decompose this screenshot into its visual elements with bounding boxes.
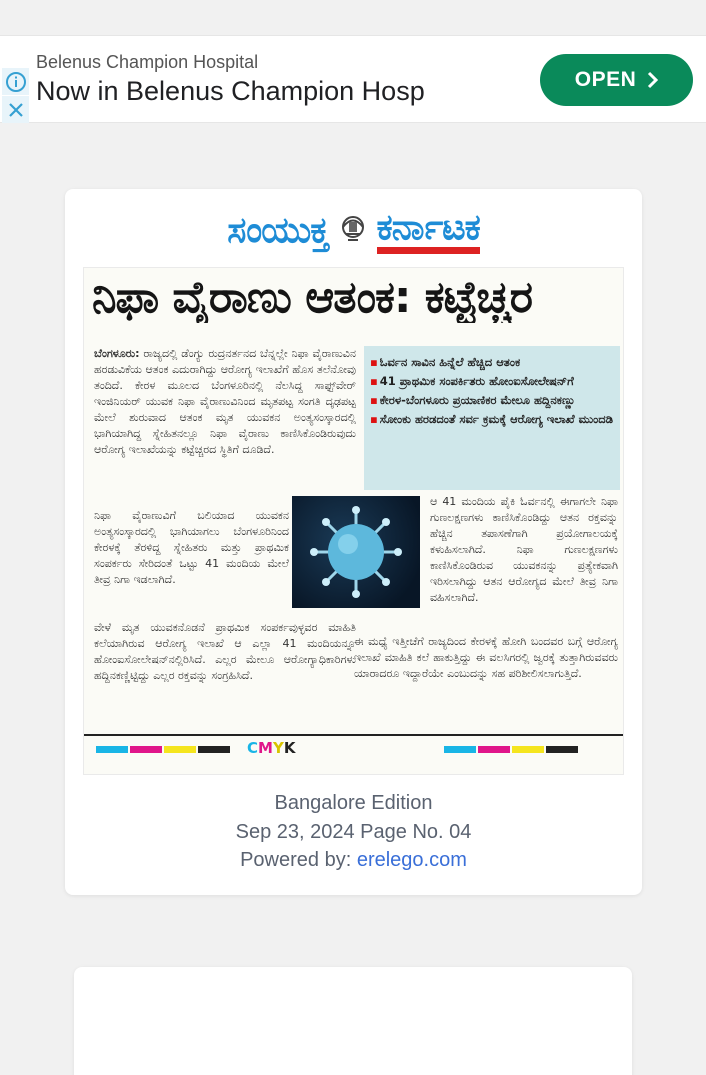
cmyk-strip bbox=[84, 734, 624, 757]
cmyk-bar-black bbox=[198, 746, 230, 753]
cmyk-bar-cyan bbox=[96, 746, 128, 753]
date-page-label: Sep 23, 2024 Page No. 04 bbox=[235, 821, 472, 843]
cmyk-bar-yellow bbox=[164, 746, 196, 753]
article-text-1: ರಾಜ್ಯದಲ್ಲಿ ಡೆಂಗ್ಯು ರುದ್ರನರ್ತನದ ಬೆನ್ನಲ್ಲೇ ನಿಫಾ ವೈರಾಣುವಿನ ಹರಡುವಿಕೆಯ ಆತಂಕ ಎದುರಾಗಿದ್ದು ಆರೋಗ್ಯ ಇಲಾಖೆಗೆ ಹೊಸ ತಲೆನೋವು ತಂದಿದೆ. ಕೇರಳ ಮೂಲದ ಬೆಂಗಳೂರಿನಲ್ಲಿ ನೆಲಸಿದ್ದ ಸಾಫ್ಟ್‌ವೇರ್ ಇಂಜಿನಿಯರ್ ಯುವಕ ನಿಫಾ ವೈರಾಣುವಿನಿಂದ ಮೃತಪಟ್ಟ ಸಂಗತಿ ದೃಢಪಟ್ಟ ಮೇಲೆ ಶುರುವಾದ ಆತಂಕ ಮೃತ ಯುವಕನ ಅಂತ್ಯಸಂಸ್ಕಾರದಲ್ಲಿ ಭಾಗಿಯಾಗಿದ್ದ ಸ್ನೇಹಿತನಲ್ಲೂ ನಿಫಾ ವೈರಾಣು ಕಾಣಿಸಿಕೊಂಡಿರುವುದು ಆರೋಗ್ಯ ಇಲಾಖೆಯನ್ನು ಕಟ್ಟೆಚ್ಚರದ ಸ್ಥಿತಿಗೆ ದೂಡಿದೆ. bbox=[94, 347, 356, 456]
next-card bbox=[74, 967, 632, 1075]
highlight-item: ▪ ಕೇರಳ-ಬೆಂಗಳೂರು ಪ್ರಯಾಣಿಕರ ಮೇಲೂ ಹದ್ದಿನಕಣ್ಣು bbox=[370, 392, 614, 409]
emblem-icon bbox=[333, 211, 373, 251]
dateline: ಬೆಂಗಳೂರು: bbox=[94, 347, 140, 360]
powered-by bbox=[65, 849, 642, 872]
masthead-right: ಕರ್ನಾಟಕ bbox=[377, 209, 480, 254]
highlight-item: ▪ 41 ಪ್ರಾಥಮಿಕ ಸಂಪರ್ಕಿತರು ಹೋಂಐಸೋಲೇಷನ್‌ಗೆ bbox=[370, 373, 614, 390]
article-column-3: ಆ 41 ಮಂದಿಯ ಪೈಕಿ ಓರ್ವನಲ್ಲಿ ಈಗಾಗಲೇ ನಿಫಾ ಗುಣಲಕ್ಷಣಗಳು ಕಾಣಿಸಿಕೊಂಡಿದ್ದು ಆತನ ರಕ್ತವನ್ನು ಹೆಚ್ಚಿನ ತಪಾಸಣೆಗಾಗಿ ಪ್ರಯೋಗಾಲಯಕ್ಕೆ ಕಳುಹಿಸಲಾಗಿದೆ. ನಿಫಾ ಗುಣಲಕ್ಷಣಗಳು ಕಾಣಿಸಿಕೊಂಡಿರುವ ಯುವಕನನ್ನು ಪ್ರತ್ಯೇಕವಾಗಿ ಇರಿಸಲಾಗಿದ್ದು ಆತನ ಆರೋಗ್ಯದ ಮೇಲೆ ತೀವ್ರ ನಿಗಾ ವಹಿಸಲಾಗಿದೆ. bbox=[430, 495, 618, 604]
epaper-card bbox=[65, 189, 642, 895]
highlights-box bbox=[364, 346, 620, 490]
article-headline: ನಿಫಾ ವೈರಾಣು ಆತಂಕ: ಕಟ್ಟೆಚ್ಚರ bbox=[92, 272, 533, 323]
open-button[interactable] bbox=[540, 54, 693, 106]
cmyk-bar-magenta bbox=[130, 746, 162, 753]
cmyk-bar-black bbox=[546, 746, 578, 753]
open-button-label: OPEN bbox=[574, 68, 637, 91]
article-column-5: ಈ ಮಧ್ಯೆ ಇತ್ತೀಚೆಗೆ ರಾಜ್ಯದಿಂದ ಕೇರಳಕ್ಕೆ ಹೋಗಿ ಬಂದವರ ಬಗ್ಗೆ ಆರೋಗ್ಯ ಇಲಾಖೆ ಮಾಹಿತಿ ಕಲೆ ಹಾಕುತ್ತಿದ್ದು ಈ ವಲಸಿಗರಲ್ಲಿ ಜ್ವರಕ್ಕೆ ತುತ್ತಾಗಿರುವವರು ಯಾರಾದರೂ ಇದ್ದಾರೆಯೇ ಎಂಬುದನ್ನು ಸಹ ಪರಿಶೀಲಿಸಲಾಗುತ್ತಿದೆ. bbox=[354, 635, 618, 680]
edition-label: Bangalore Edition bbox=[274, 792, 433, 814]
article-column-1 bbox=[94, 346, 356, 504]
highlight-item: ▪ ಸೋಂಕು ಹರಡದಂತೆ ಸರ್ವ ಕ್ರಮಕ್ಕೆ ಆರೋಗ್ಯ ಇಲಾಖೆ ಮುಂದಡಿ bbox=[370, 411, 614, 428]
masthead-left: ಸಂಯುಕ್ತ bbox=[227, 210, 329, 251]
info-icon[interactable] bbox=[2, 68, 29, 95]
close-icon[interactable] bbox=[2, 96, 29, 123]
ad-headline[interactable]: Now in Belenus Champion Hosp bbox=[36, 76, 425, 106]
powered-by-link[interactable]: erelego.com bbox=[356, 849, 467, 871]
newspaper-masthead bbox=[65, 207, 642, 255]
article-column-4: ವೇಳೆ ಮೃತ ಯುವಕನೊಡನೆ ಪ್ರಾಥಮಿಕ ಸಂಪರ್ಕವುಳ್ಳವರ ಮಾಹಿತಿ ಕಲೆಯಾಗಿರುವ ಆರೋಗ್ಯ ಇಲಾಖೆ ಆ ಎಲ್ಲಾ 41 ಮಂದಿಯನ್ನೂ ಹೋಂಐಸೋಲೇಷನ್‌ನಲ್ಲಿರಿಸಿದೆ. ಎಲ್ಲರ ಮೇಲೂ ಆರೋಗ್ಯಾಧಿಕಾರಿಗಳು ಹದ್ದಿನಕಣ್ಣಿಟ್ಟಿದ್ದು ಎಲ್ಲರ ರಕ್ತವನ್ನು ಸಂಗ್ರಹಿಸಿದೆ. bbox=[94, 621, 356, 682]
powered-by-prefix: Powered by: bbox=[240, 849, 357, 871]
cmyk-bar-cyan bbox=[444, 746, 476, 753]
cmyk-bar-magenta bbox=[478, 746, 510, 753]
highlight-item: ▪ ಓರ್ವನ ಸಾವಿನ ಹಿನ್ನೆಲೆ ಹೆಚ್ಚಿದ ಆತಂಕ bbox=[370, 354, 614, 371]
newspaper-clipping[interactable] bbox=[83, 267, 624, 775]
ad-banner[interactable] bbox=[0, 35, 706, 123]
virus-image bbox=[292, 496, 420, 608]
ad-sponsor: Belenus Champion Hospital bbox=[36, 52, 259, 72]
cmyk-bar-yellow bbox=[512, 746, 544, 753]
article-column-2: ನಿಫಾ ವೈರಾಣುವಿಗೆ ಬಲಿಯಾದ ಯುವಕನ ಅಂತ್ಯಸಂಸ್ಕಾರದಲ್ಲಿ ಭಾಗಿಯಾಗಲು ಬೆಂಗಳೂರಿನಿಂದ ಕೇರಳಕ್ಕೆ ತೆರಳಿದ್ದ ಸ್ನೇಹಿತರು ಮತ್ತು ಪ್ರಾಥಮಿಕ ಸಂಪರ್ಕರು ಸೇರಿದಂತೆ ಒಟ್ಟು 41 ಮಂದಿಯ ಮೇಲೆ ತೀವ್ರ ನಿಗಾ ಇಡಲಾಗಿದೆ. bbox=[94, 509, 289, 586]
chevron-right-icon bbox=[646, 71, 658, 89]
cmyk-label: CMYK bbox=[247, 739, 296, 757]
